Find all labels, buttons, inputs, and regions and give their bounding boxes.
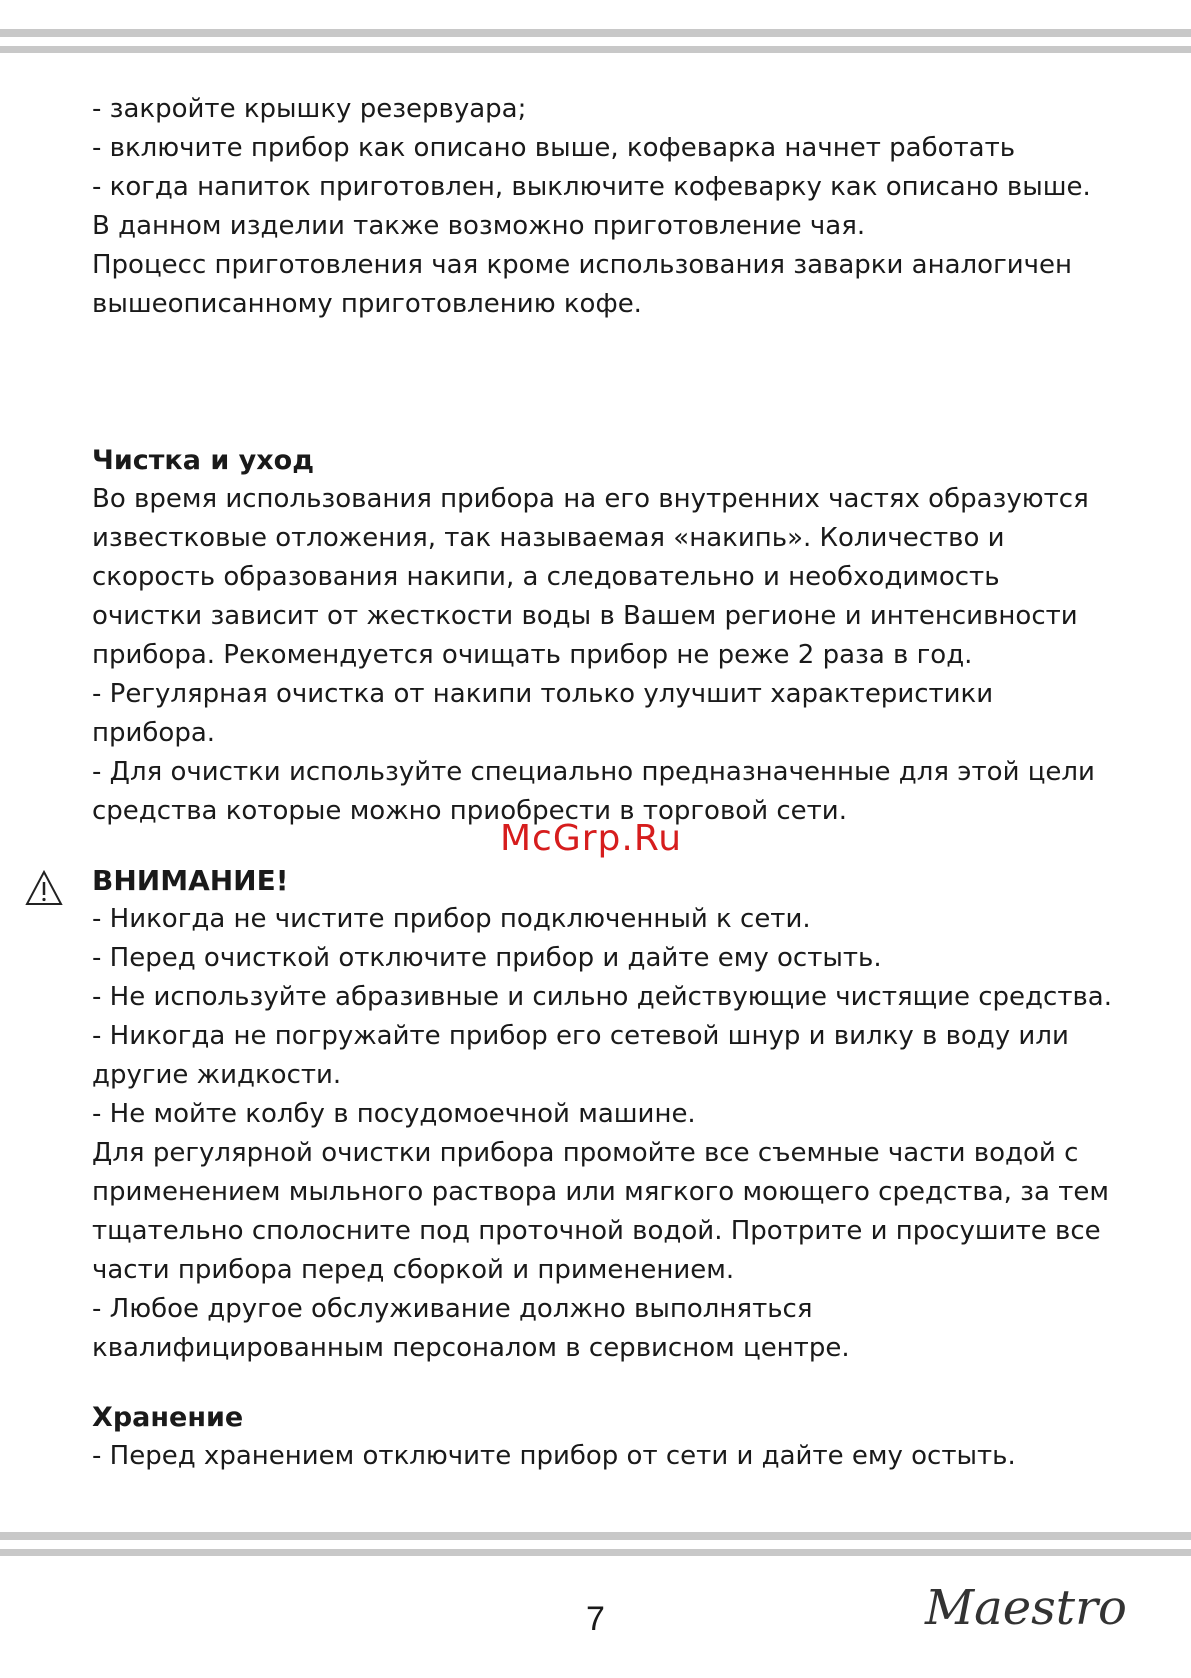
text-line: известковые отложения, так называемая «накипь». Количество и <box>92 523 1005 553</box>
text-line: применением мыльного раствора или мягкого моющего средства, за тем <box>92 1177 1109 1207</box>
text-line: - Регулярная очистка от накипи только улучшит характеристики <box>92 679 994 709</box>
text-line: части прибора перед сборкой и применением. <box>92 1255 735 1285</box>
text-line: прибора. <box>92 718 216 748</box>
text-line: - Никогда не погружайте прибор его сетевой шнур и вилку в воду или <box>92 1021 1069 1051</box>
storage-section <box>92 1398 1172 1476</box>
text-line: - Не мойте колбу в посудомоечной машине. <box>92 1099 696 1129</box>
text-line: средства которые можно приобрести в торговой сети. <box>92 796 847 826</box>
text-line: - закройте крышку резервуара; <box>92 94 527 124</box>
top-rule-1 <box>0 29 1191 37</box>
text-line: тщательно сполосните под проточной водой. Протрите и просушите все <box>92 1216 1101 1246</box>
storage-heading: Хранение <box>92 1402 244 1433</box>
cleaning-heading: Чистка и уход <box>92 445 315 476</box>
text-line: - когда напиток приготовлен, выключите кофеварку как описано выше. <box>92 172 1091 202</box>
warning-section <box>92 861 1172 1368</box>
warning-heading: ВНИМАНИЕ! <box>92 864 289 897</box>
bottom-rule-2 <box>0 1549 1191 1556</box>
text-line: - Любое другое обслуживание должно выполняться <box>92 1294 813 1324</box>
warning-triangle-icon <box>25 870 63 906</box>
text-line: В данном изделии также возможно приготовление чая. <box>92 211 866 241</box>
text-line: другие жидкости. <box>92 1060 342 1090</box>
intro-section <box>92 90 1172 324</box>
page-content <box>92 90 1172 1476</box>
cleaning-section <box>92 441 1172 831</box>
text-line: - Перед очисткой отключите прибор и дайте ему остыть. <box>92 943 882 973</box>
text-line: очистки зависит от жесткости воды в Вашем регионе и интенсивности <box>92 601 1078 631</box>
text-line: - Для очистки используйте специально предназначенные для этой цели <box>92 757 1095 787</box>
text-line: квалифицированным персоналом в сервисном центре. <box>92 1333 850 1363</box>
text-line: Во время использования прибора на его внутренних частях образуются <box>92 484 1089 514</box>
text-line: Процесс приготовления чая кроме использования заварки аналогичен <box>92 250 1072 280</box>
text-line: - включите прибор как описано выше, кофеварка начнет работать <box>92 133 1016 163</box>
text-line: - Не используйте абразивные и сильно действующие чистящие средства. <box>92 982 1112 1012</box>
top-rule-2 <box>0 46 1191 53</box>
brand-logo: Maestro <box>925 1580 1127 1636</box>
text-line: скорость образования накипи, а следовательно и необходимость <box>92 562 1000 592</box>
watermark: McGrp.Ru <box>500 818 683 859</box>
text-line: - Перед хранением отключите прибор от сети и дайте ему остыть. <box>92 1441 1016 1471</box>
text-line: вышеописанному приготовлению кофе. <box>92 289 642 319</box>
page-number: 7 <box>586 1600 605 1638</box>
text-line: Для регулярной очистки прибора промойте все съемные части водой с <box>92 1138 1079 1168</box>
text-line: прибора. Рекомендуется очищать прибор не реже 2 раза в год. <box>92 640 973 670</box>
text-line: - Никогда не чистите прибор подключенный к сети. <box>92 904 811 934</box>
bottom-rule-1 <box>0 1532 1191 1540</box>
